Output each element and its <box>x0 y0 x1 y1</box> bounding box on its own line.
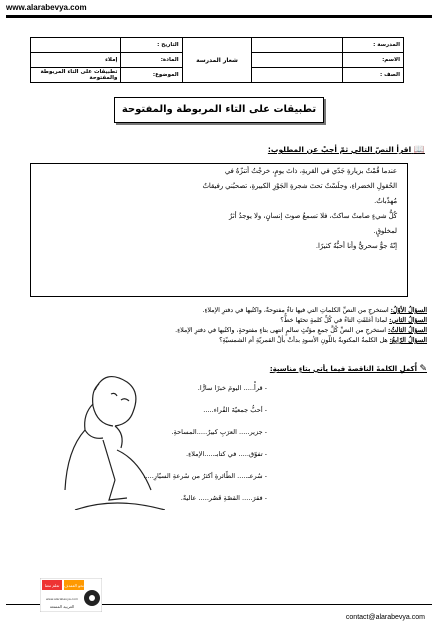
thinking-person-sketch <box>55 360 165 510</box>
school-motto: شعار المدرسة <box>182 38 252 83</box>
passage-line: لمخلوقٍ. <box>373 227 397 235</box>
fill-item: - جزير..... العرَبِ كبيرٌ.....المساحةِ. <box>171 428 267 436</box>
question-4 <box>219 336 427 345</box>
topic-value: تطبيقات على التاء المربوطة والمفتوحة <box>31 68 121 83</box>
pencil-icon: ✎ <box>419 364 427 374</box>
question-text: استخرجِ من النصِّ الكلماتِ التي فيها تاءٌ مفتوحةٌ، واكتُبها في دفترِ الإملاءِ. <box>202 307 389 314</box>
task-2-text: أُكملِ الكلمةَ الناقصةَ فيما يأتي بتاءٍ مناسبةٍ: <box>269 365 418 373</box>
fill-item: - تفوّق..... في كتابـ.....الإملاءِ. <box>186 450 267 458</box>
passage-box <box>30 163 408 297</box>
logo-text-2: نحو العمدف <box>64 583 84 588</box>
class-label: الصف : <box>342 68 403 83</box>
school-value <box>252 38 342 53</box>
contact-email[interactable]: contact@alarabevya.com <box>345 614 425 621</box>
task-2-heading <box>270 364 427 374</box>
question-label: السؤالُ الثالثُ: <box>388 327 427 334</box>
top-divider <box>6 15 432 18</box>
question-label: السؤالُ الثاني: <box>389 317 427 324</box>
instruction <box>268 145 425 155</box>
question-text: لماذا أغلقَتِ التاءُ في كُلِّ كلمةٍ تحتَها خطٌّ؟ <box>280 317 388 324</box>
fill-item: - سُرعـ..... الطّائرةِ أكثرُ من سُرعةِ السيّارِ..... <box>143 472 267 480</box>
passage-line: الحُقولِ الخضراءِ، وجلَسْتُ تحتَ شجرةِ الجَوْزِ الكبيرةِ، تصحبُني رفيقاتٌ <box>202 182 397 190</box>
page-title: تطبيقات على التاء المربوطة والمفتوحة <box>114 97 324 123</box>
fill-item: - أحبُّ جمعيّةَ القُراء..... <box>203 406 267 414</box>
topic-label: الموضوع: <box>121 68 182 83</box>
fill-item: - فقرَ..... القصّةِ قَصُر..... عاليةٌ. <box>180 494 267 502</box>
date-value <box>31 38 121 53</box>
question-3 <box>175 326 427 335</box>
header-table <box>30 37 404 83</box>
question-label: السؤالُ الرّابعُ: <box>389 337 427 344</box>
subject-value: إملاء <box>31 53 121 68</box>
question-2 <box>280 316 427 325</box>
site-logo <box>40 578 102 612</box>
logo-text-3: www.alarabevya.com <box>45 597 79 601</box>
logo-text-4: العربية الممتعة <box>49 604 75 609</box>
date-label: التاريخ : <box>121 38 182 53</box>
site-url[interactable]: www.alarabevya.com <box>6 3 87 12</box>
passage-line: عندما قُمْتُ بزيارةِ جَدّي في القريةِ، ذاتَ يومٍ، خرجْتُ أتنزّهُ في <box>224 167 397 175</box>
instruction-text: اقرأ النصّ التالي ثمّ أجبْ عن المطلوب: <box>267 145 412 154</box>
name-value <box>252 53 342 68</box>
question-text: استخرجِ من النصِّ كُلَّ جمعِ مؤنّثٍ سالمٍ انتهى بتاءٍ مفتوحةٍ، واكتُبها في دفترِ الإملاءِ. <box>175 327 387 334</box>
passage-line: إنّهُ جوٌّ سحريٌّ وأنا أحبُّهُ كثيرًا. <box>315 242 397 250</box>
logo-text-1: تعلم معنا <box>44 583 60 588</box>
class-value <box>252 68 342 83</box>
question-text: هل الكلمةُ المكتوبةُ باللّونِ الأسودِ بدأتْ بألْ القمريّةِ أم الشمسيّةِ؟ <box>219 337 388 344</box>
book-icon: 📖 <box>413 145 425 155</box>
question-1 <box>202 306 427 315</box>
question-label: السؤالُ الأوّلُ: <box>390 307 427 314</box>
fill-item: - قرأْ..... اليومَ خبرًا سارًّا. <box>197 384 267 392</box>
subject-label: المادة: <box>121 53 182 68</box>
passage-line: مُهذّباتٌ. <box>374 197 397 205</box>
name-label: الاسم: <box>342 53 403 68</box>
school-label: المدرسة : <box>342 38 403 53</box>
passage-line: كُلُّ شيءٍ صامتٌ ساكتٌ، فلا تسمعُ صوتَ إنسانٍ، ولا يوجدُ أثرٌ <box>228 212 397 220</box>
